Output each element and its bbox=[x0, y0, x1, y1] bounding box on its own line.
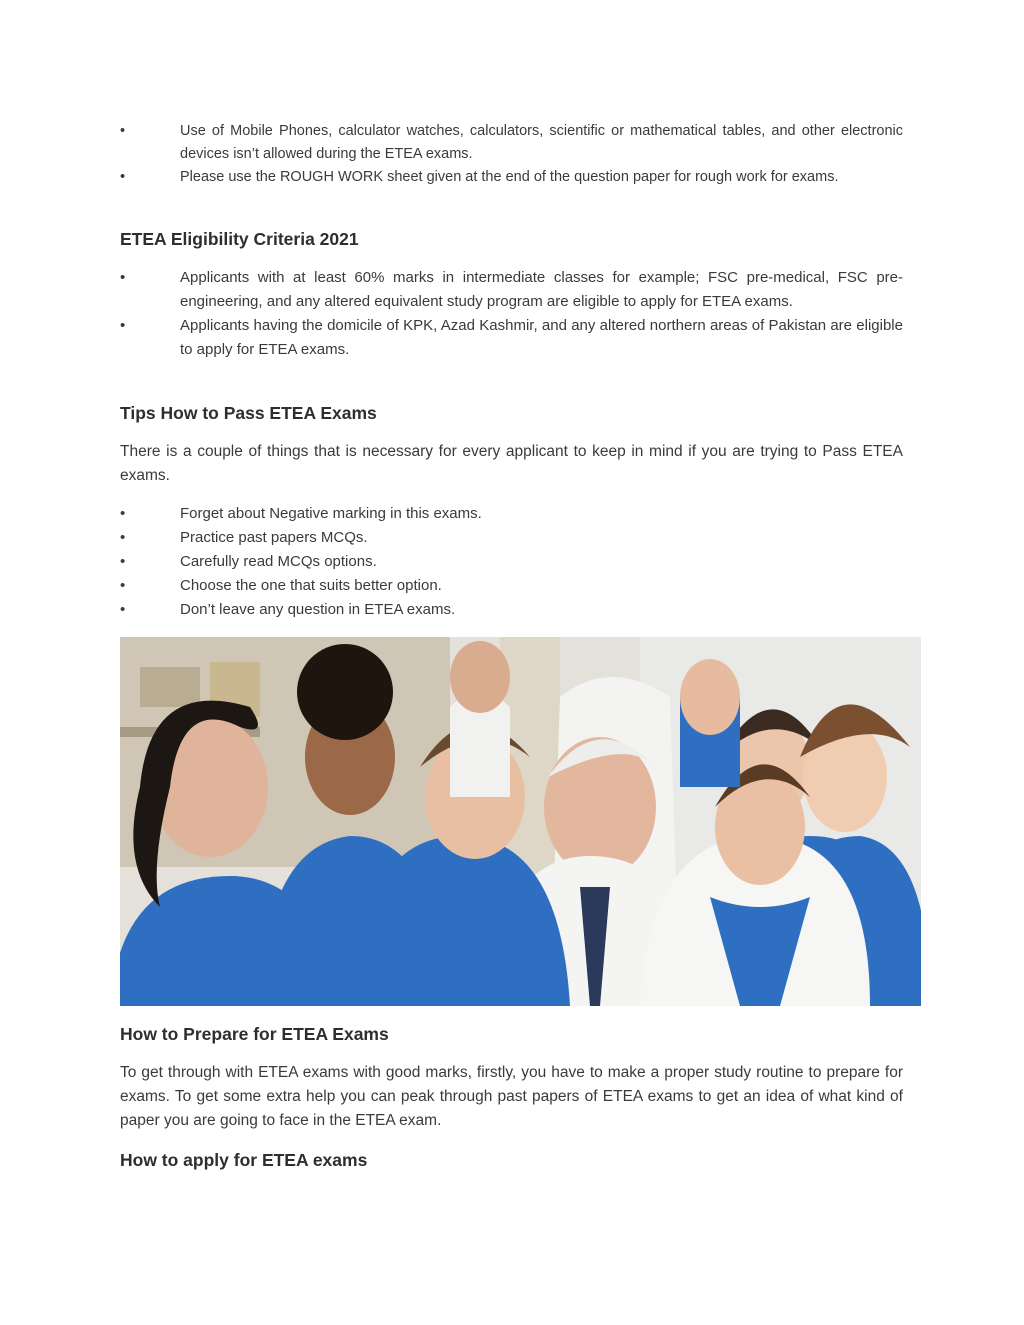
bullet-icon: • bbox=[120, 269, 126, 286]
bullet-icon: • bbox=[120, 123, 126, 139]
list-item: • Forget about Negative marking in this exams. bbox=[120, 502, 903, 526]
tips-list bbox=[120, 502, 903, 622]
list-item: • Use of Mobile Phones, calculator watches, calculators, scientific or mathematical tables, and other electronic devices isn’t allowed during the ETEA exams. bbox=[120, 120, 903, 166]
prepare-body: To get through with ETEA exams with good marks, firstly, you have to make a proper study routine to prepare for exams. To get some extra help you can peak through past papers of ETEA exams to get an idea of what kind of paper you are going to face in the ETEA exam. bbox=[120, 1064, 903, 1129]
tips-intro: There is a couple of things that is necessary for every applicant to keep in mind if you are trying to Pass ETEA exams. bbox=[120, 443, 903, 484]
list-item: • Carefully read MCQs options. bbox=[120, 550, 903, 574]
bullet-icon: • bbox=[120, 553, 126, 570]
bullet-icon: • bbox=[120, 317, 126, 334]
photo-illustration bbox=[120, 637, 921, 1006]
tips-heading: Tips How to Pass ETEA Exams bbox=[120, 403, 377, 423]
medical-students-photo bbox=[120, 637, 921, 1006]
bullet-icon: • bbox=[120, 601, 126, 618]
apply-heading: How to apply for ETEA exams bbox=[120, 1150, 368, 1170]
bullet-icon: • bbox=[120, 169, 126, 185]
prepare-heading: How to Prepare for ETEA Exams bbox=[120, 1024, 389, 1044]
bullet-icon: • bbox=[120, 529, 126, 546]
list-item: • Practice past papers MCQs. bbox=[120, 526, 903, 550]
bullet-icon: • bbox=[120, 577, 126, 594]
list-item: • Choose the one that suits better option. bbox=[120, 574, 903, 598]
list-item: • Applicants with at least 60% marks in intermediate classes for example; FSC pre-medical, FSC pre-engineering, and any altered equivalent study program are eligible to apply for ETEA exams. bbox=[120, 266, 903, 314]
eligibility-heading: ETEA Eligibility Criteria 2021 bbox=[120, 229, 359, 249]
eligibility-list bbox=[120, 266, 903, 362]
bullet-icon: • bbox=[120, 505, 126, 522]
list-item: • Applicants having the domicile of KPK, Azad Kashmir, and any altered northern areas of Pakistan are eligible to apply for ETEA exams. bbox=[120, 314, 903, 362]
list-item: • Please use the ROUGH WORK sheet given at the end of the question paper for rough work for exams. bbox=[120, 166, 903, 189]
rules-list bbox=[120, 120, 903, 189]
list-item: • Don’t leave any question in ETEA exams. bbox=[120, 598, 903, 622]
